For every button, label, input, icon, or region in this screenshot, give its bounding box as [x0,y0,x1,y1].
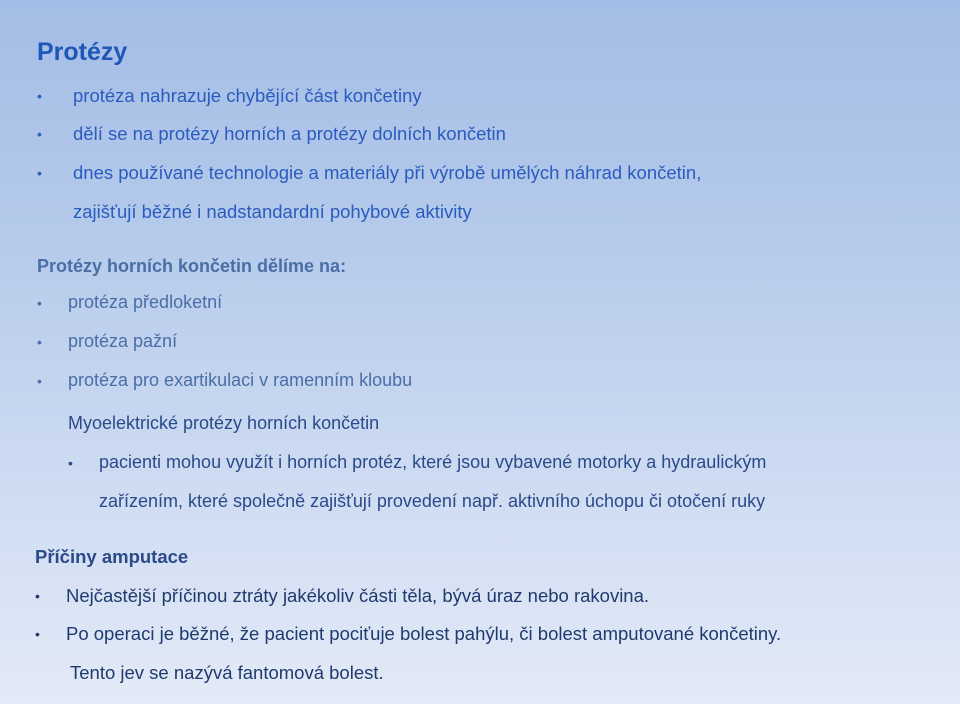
list-item: protéza předloketní [68,292,223,312]
bullet-icon: • [37,126,42,142]
list-item: protéza nahrazuje chybějící část končetiny [73,85,422,106]
bullet-icon: • [37,88,42,104]
list-item: Po operaci je běžné, že pacient pociťuje bolest pahýlu, či bolest amputované končetiny. [66,623,782,644]
list-item: protéza pažní [68,331,178,351]
bullet-icon: • [37,373,42,389]
list-item: protéza pro exartikulaci v ramenním kloubu [68,370,413,390]
section-heading-causes: Příčiny amputace [35,546,189,567]
bullet-icon: • [68,455,73,471]
list-item-continuation: zajišťují běžné i nadstandardní pohybové aktivity [73,201,472,222]
list-item: pacienti mohou využít i horních protéz, které jsou vybavené motorky a hydraulickým [99,452,767,472]
bullet-icon: • [35,626,40,642]
list-item: dělí se na protézy horních a protézy dolních končetin [73,123,506,144]
bullet-icon: • [35,588,40,604]
page-title: Protézy [37,38,128,66]
bullet-icon: • [37,334,42,350]
bullet-icon: • [37,165,42,181]
list-item: dnes používané technologie a materiály při výrobě umělých náhrad končetin, [73,162,702,183]
list-item: Nejčastější příčinou ztráty jakékoliv části těla, bývá úraz nebo rakovina. [66,585,650,606]
subsection-heading-myoelectric: Myoelektrické protézy horních končetin [68,413,380,433]
list-item-continuation: zařízením, které společně zajišťují provedení např. aktivního úchopu či otočení ruky [99,491,766,511]
bullet-icon: • [37,295,42,311]
list-item-continuation: Tento jev se nazývá fantomová bolest. [70,662,384,683]
section-heading-upper-limbs: Protézy horních končetin dělíme na: [37,256,347,276]
